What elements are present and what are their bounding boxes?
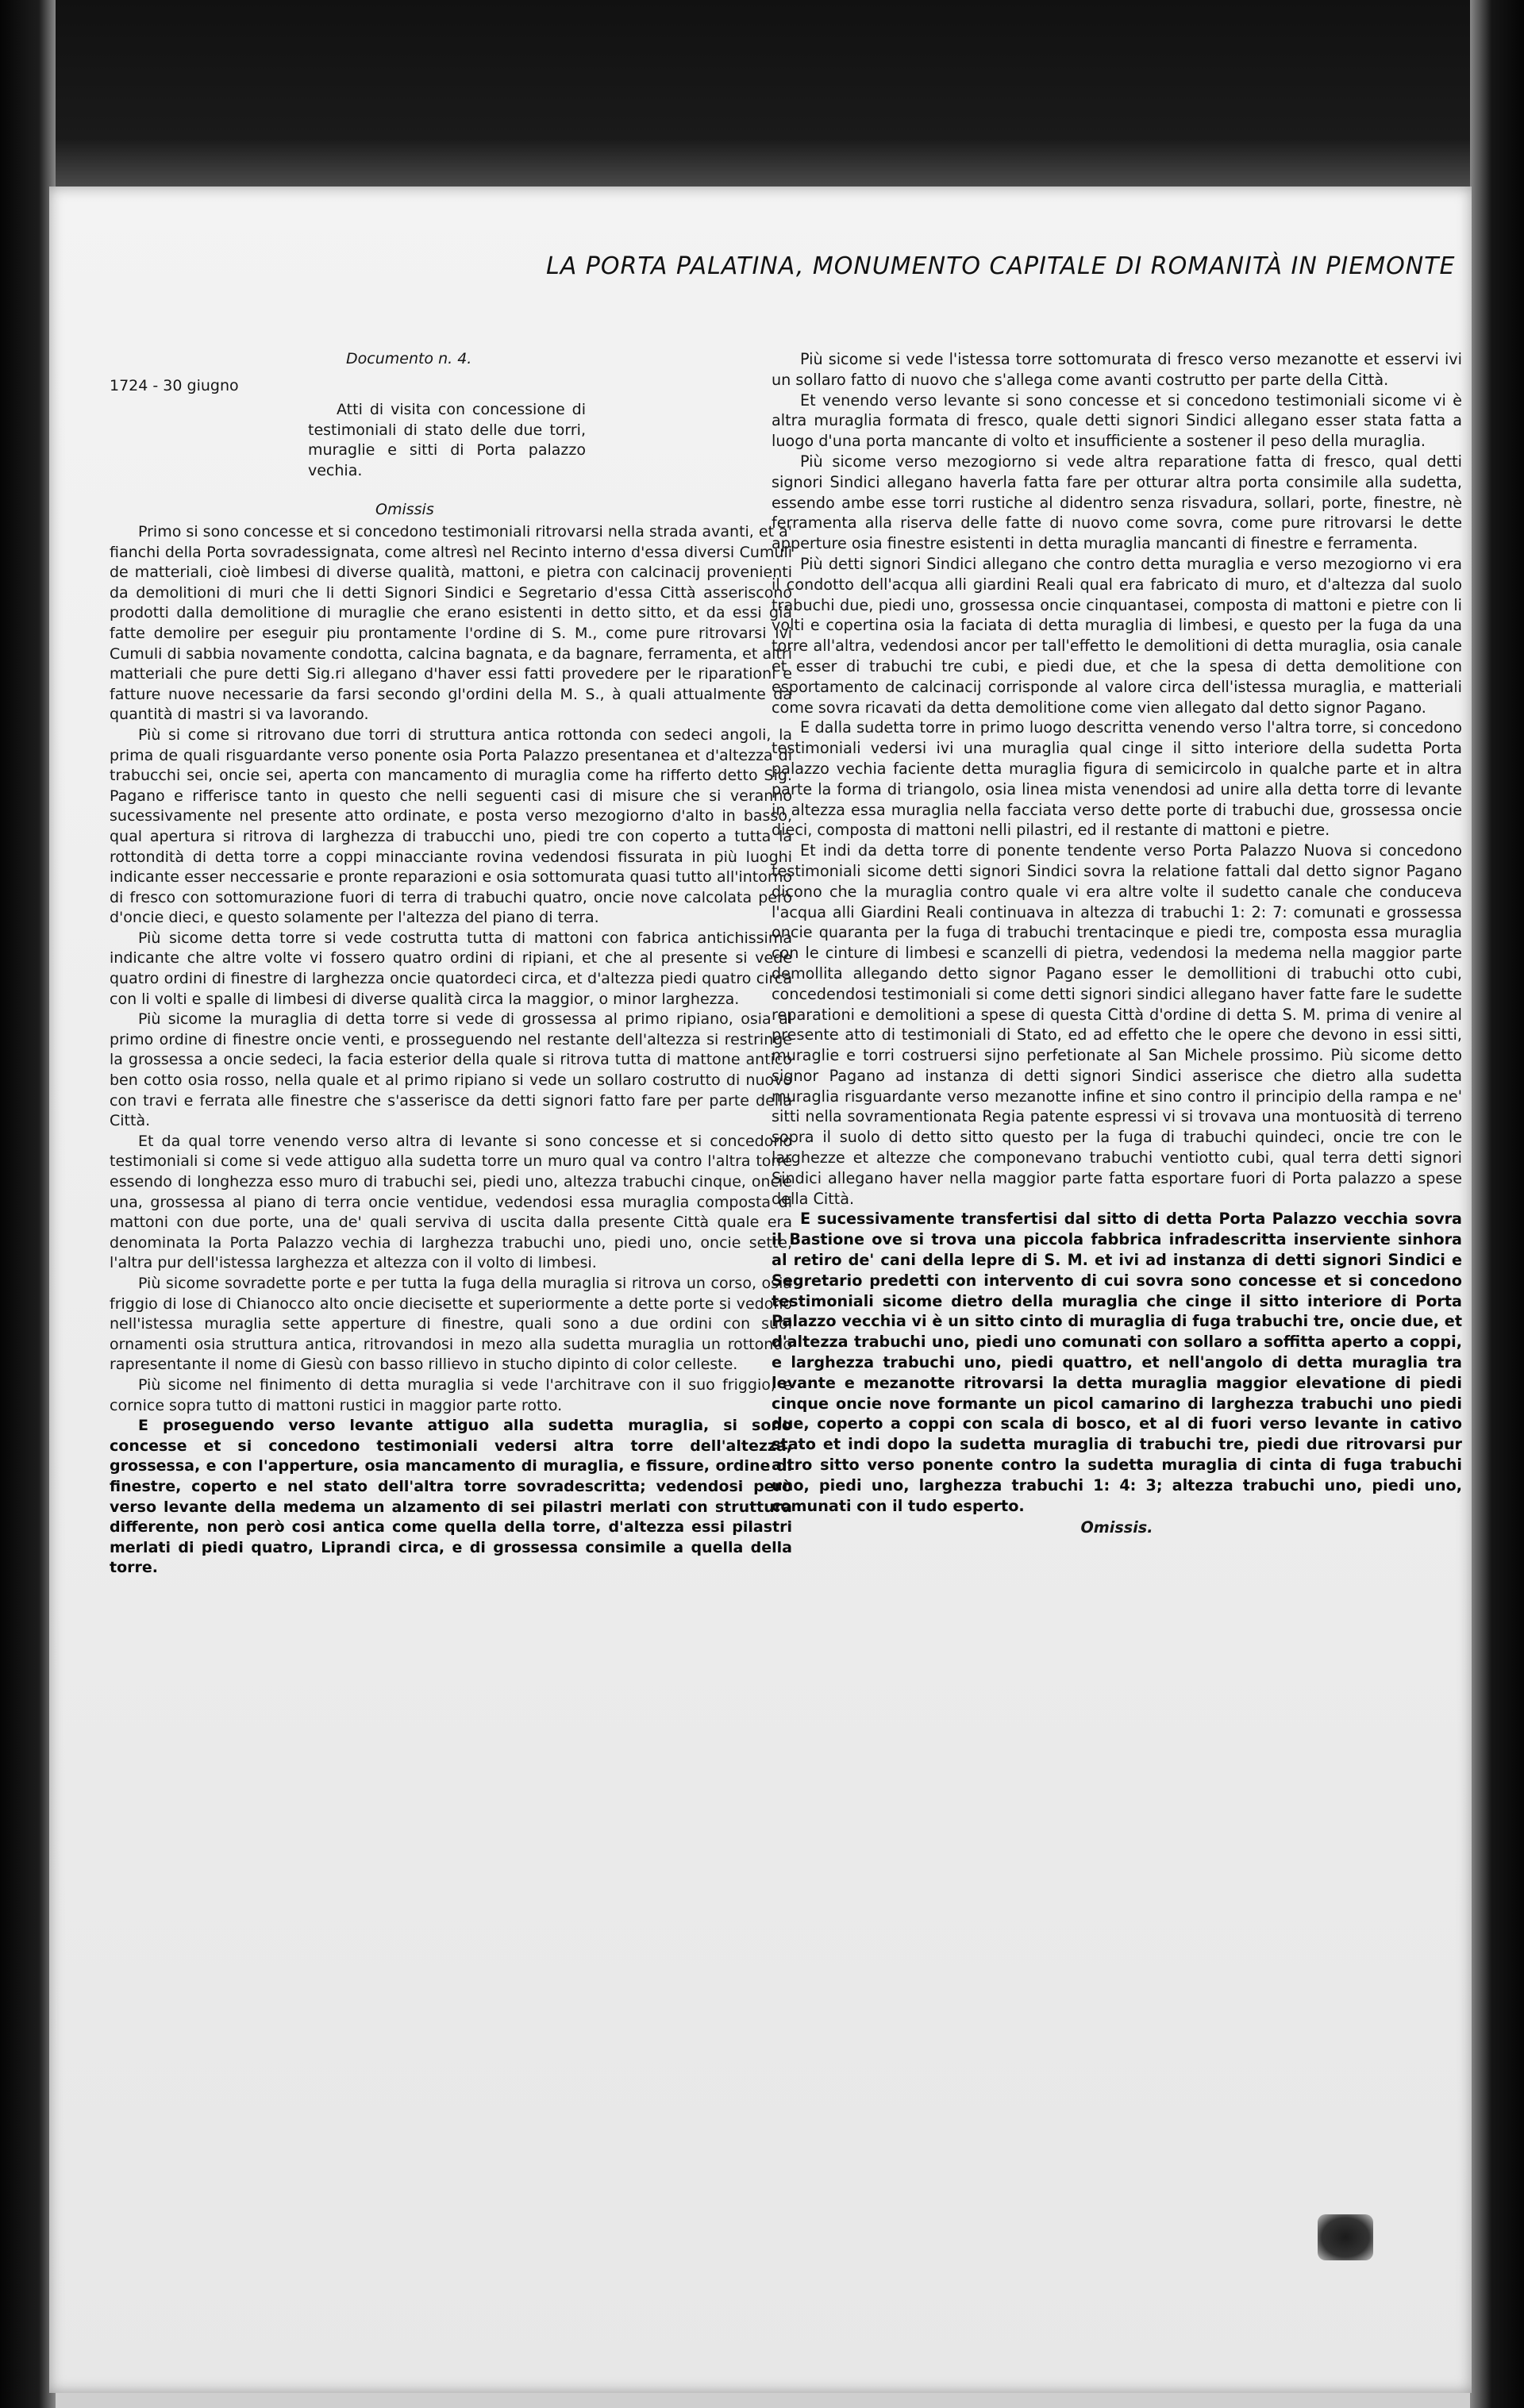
omissis-end-label: Omissis. — [1080, 1518, 1153, 1537]
paragraph: E sucessivamente transfertisi dal sitto di detta Porta Palazzo vecchia sovra il Bastione ove si trova una piccola fabbrica infradescritta inserviente sinhora al retiro de' cani della lepre di S. M. et ivi ad instanza di detti signori Sindici e Segretario predetti con intervento di cui sovra sono concesse et si concedono testimoniali sicome dietro della muraglia che cinge il sitto interiore di Porta Palazzo vecchia vi è un sitto cinto di muraglia di fuga trabuchi tre, oncie due, et d'altezza trabuchi uno, piedi uno comunati con sollaro a soffitta aperto a coppi, e larghezza trabuchi uno, piedi quattro, et nell'angolo di detta muraglia tra levante e mezanotte ritrovarsi la detta muraglia maggior elevatione di piedi cinque oncie nove formante un picol camarino di larghezza trabuchi uno piedi due, coperto a coppi con scala di bosco, et al di fuori verso levante in cativo stato et indi dopo la sudetta muraglia di trabuchi tre, piedi due ritrovarsi pur altro sitto verso ponente contro la sudetta muraglia di cinta di fuga trabuchi uno, piedi uno, larghezza trabuchi 1: 4: 3; altezza trabuchi uno, piedi uno, comunati con il tudo esperto. — [772, 1210, 1462, 1515]
scan-right-border — [1470, 0, 1524, 2408]
paragraph: Più si come si ritrovano due torri di struttura antica rottonda con sedeci angoli, la prima de quali risguardante verso ponente osia Porta Palazzo presentanea et d'altezza di trabucchi sei, oncie sei, aperta con mancamento di muraglia come ha rifferto detto Sig. Pagano e rifferisce tanto in questo che nelli seguenti casi di misure che si veranno sucessivamente nel presente atto ordinate, e posta verso mezogiorno d'alto in basso, qual apertura si ritrova di larghezza di trabucchi uno, piedi tre con coperto a tutta la rottondità di detta torre a coppi minacciante rovina vedendosi fissurata in più luoghi indicante esser neccessarie e pronte reparazioni e osia sottomurata quasi tutto all'intorno di fresco con sottomurazione fuori di terra di trabuchi quatro, oncie nove calcolata però d'oncie dieci, e questo solamente per l'altezza del piano di terra. — [110, 725, 792, 927]
paragraph: Più sicome verso mezogiorno si vede altra reparatione fatta di fresco, qual detti signori Sindici allegano haverla fatta fare per otturar altra porta consimile alla sudetta, essendo ambe esse torri rustiche al didentro senza risvadura, sollari, porte, finestre, nè ferramenta alla riserva delle fatte di nuovo come sovra, come pure ritrovarsi le dette apperture osia finestre esistenti in detta muraglia mancanti di finestre e ferramenta. — [772, 452, 1462, 553]
paragraph: E proseguendo verso levante attiguo alla sudetta muraglia, si sono concesse et si concedono testimoniali vedersi altra torre dell'altezza, grossessa, e con l'apperture, osia mancamento di muraglia, e fissure, ordine di finestre, coperto e nel stato dell'altra torre sovradescritta; vedendosi però verso levante della medema un alzamento di sei pilastri merlati con struttura differente, non però cosi antica come quella della torre, d'altezza essi pilastri merlati di piedi quatro, Liprandi circa, e di grossessa consimile a quella della torre. — [110, 1417, 792, 1577]
paragraph: Più sicome sovradette porte e per tutta la fuga della muraglia si ritrova un corso, osia friggio di lose di Chianocco alto oncie diecisette et superiormente a dette porte si vedono nell'istessa muraglia sette apperture di finestre, quali sono a due ordini con suoi ornamenti osia struttura antica, ritrovandosi in mezo alla sudetta muraglia un rottondo rapresentante il nome di Giesù con basso rillievo in stucho dipinto di color celleste. — [110, 1274, 792, 1374]
paragraph: E dalla sudetta torre in primo luogo descritta venendo verso l'altra torre, si concedono testimoniali vedersi ivi una muraglia qual cinge il sitto interiore della sudetta Porta palazzo vechia faciente detta muraglia figura di semicircolo in qualche parte et in altra parte la forma di triangolo, osia linea mista venendosi ad unire alla detta torre di levante in altezza essa muraglia nella facciata verso dette porte di trabuchi due, grossessa oncie dieci, composta di mattoni nelli pilastri, ed il restante di mattoni e pietre. — [772, 718, 1462, 840]
paragraph: Più sicome si vede l'istessa torre sottomurata di fresco verso mezanotte et esservi ivi un sollaro fatto di nuovo che s'allega come avanti costrutto per parte della Città. — [772, 350, 1462, 389]
paragraph: Primo si sono concesse et si concedono testimoniali ritrovarsi nella strada avanti, et a' fianchi della Porta sovradessignata, come altresì nel Recinto interno d'essa diversi Cumuli de matteriali, cioè limbesi di diverse qualità, mattoni, e pietra con calcinacij provenienti da demolitioni di muri che li detti Signori Sindici e Segretario d'essa Città asseriscono prodotti dalla demolitione di muraglie che erano esistenti in detto sitto, et da essi già fatte demolire per eseguir piu prontamente l'ordine di S. M., come pure ritrovarsi ivi Cumuli di sabbia novamente condotta, calcina bagnata, e da bagnare, ferramenta, et altri matteriali che pure detti Sig.ri allegano d'haver essi fatti provedere per le riparationi e fatture nuove necessarie da farsi secondo gl'ordini della M. S., à quali attualmente da quantità di mastri si va lavorando. — [110, 523, 792, 724]
left-column — [110, 349, 792, 1579]
scan-left-border — [0, 0, 56, 2408]
document-date: 1724 - 30 giugno — [110, 377, 239, 394]
omissis-label: Omissis — [375, 501, 434, 518]
paragraph: Più sicome detta torre si vede costrutta tutta di mattoni con fabrica antichissima indicante che altre volte vi fossero quatro ordini di ripiani, et che al presente si vede quatro ordini di finestre di larghezza oncie quatordeci circa, et d'altezza piedi quatro circa con li volti e spalle di limbesi di diverse qualità circa la maggior, o minor larghezza. — [110, 929, 792, 1008]
right-column — [772, 349, 1462, 1538]
paragraph: Più detti signori Sindici allegano che contro detta muraglia e verso mezogiorno vi era il condotto dell'acqua alli giardini Reali qual era fabricato di muro, et d'altezza dal suolo trabuchi due, piedi uno, grossessa oncie cinquantasei, composta di mattoni e pietre con li volti e copertina osia la faciata di detta muraglia di limbesi, e questo per la fuga da una torre all'altra, vedendosi ancor per tall'effetto le demolitioni di detta muraglia, osia canale et esser di trabuchi tre cubi, e piedi due, et che la spesa di detta demolitione con esportamento de calcinacij corrisponde al valore circa dell'istessa muraglia, e matteriali come sovra ricavati da detta demolitione come vien allegato dal detto signor Pagano. — [772, 554, 1462, 717]
document-summary: Atti di visita con concessione di testimoniali di stato delle due torri, muraglie e sitti di Porta palazzo vechia. — [308, 401, 586, 479]
document-heading — [110, 349, 792, 522]
paragraph: Et indi da detta torre di ponente tendente verso Porta Palazzo Nuova si concedono testimoniali sicome detti signori Sindici sovra la relatione fattali dal detto signor Pagano dicono che la muraglia contro quale vi era altre volte il sudetto canale che conduceva l'acqua alli Giardini Reali continuava in altezza di trabuchi 1: 2: 7: comunati e grossessa oncie quaranta per la fuga di trabuchi trentacinque e piedi tre, composta essa muraglia con le cinture di limbesi e scanzelli di pietra, vedendosi la medema nella maggior parte demollita allegando detto signor Pagano esser le demollitioni di trabuchi otto cubi, concedendosi testimoniali si come detti signori sindici allegano haver fatte fare le sudette reparationi e demolitioni a spese di questa Città d'ordine di detta S. M. prima di venire al presente atto di testimoniali di Stato, ed ad effetto che le opere che devono in essi sitti, muraglie e torri costruersi sijno perfetionate al San Michele prossimo. Più sicome detto signor Pagano ad instanza di detti signori Sindici asserisce che dietro alla sudetta muraglia risguardante verso mezanotte infine et sino contro il principio della rampa e ne' sitti nella sovramentionata Regia patente espressi vi si trovava una montuosità di terreno sopra il suolo di detto sitto questo per la fuga di trabuchi quindeci, oncie tre con le larghezze et altezze che componevano trabuchi ventiotto cubi, qual terra detti signori Sindici allegano haver nella maggior parte fatta esportare fuori di Porta palazzo a spese della Città. — [772, 841, 1462, 1208]
paragraph: Et da qual torre venendo verso altra di levante si sono concesse et si concedono testimoniali si come si vede attiguo alla sudetta torre un muro qual va contro l'altra torre essendo di longhezza esso muro di trabuchi sei, piedi uno, altezza trabuchi cinque, oncie una, grossessa al piano di terra oncie ventidue, vedendosi essa muraglia composta di mattoni con due porte, una de' quali serviva di uscita dalla presente Città quale era denominata la Porta Palazzo vechia di larghezza trabuchi uno, piedi uno, oncie sette, l'altra pur dell'istessa larghezza et altezza con il volto di limbesi. — [110, 1132, 792, 1272]
running-title: LA PORTA PALATINA, MONUMENTO CAPITALE DI ROMANITÀ IN PIEMONTE — [546, 252, 1456, 280]
document-number: Documento n. 4. — [346, 350, 472, 367]
page-number-blot — [1318, 2214, 1373, 2260]
paragraph: Et venendo verso levante si sono concesse et si concedono testimoniali sicome vi è altra muraglia formata di fresco, quale detti signori Sindici allegano esser stata fatta a luogo d'una porta mancante di volto et insufficiente a sostener il peso della muraglia. — [772, 390, 1462, 451]
scan-top-border — [0, 0, 1524, 198]
paragraph: Più sicome nel finimento di detta muraglia si vede l'architrave con il suo friggio, e cornice sopra tutto di mattoni rustici in maggior parte rotto. — [110, 1375, 792, 1414]
paragraph: Più sicome la muraglia di detta torre si vede di grossessa al primo ripiano, osia al primo ordine di finestre oncie venti, e prosseguendo nel restante dell'altezza si restringe la grossessa a oncie sedeci, la facia esterior della quale si ritrova tutta di mattone antico ben cotto osia rosso, nella quale et al primo ripiano si vede un sollaro costrutto di nuovo con travi e ferrata alle finestre che s'asserisce da detti signori fatto fare per parte della Città. — [110, 1010, 792, 1130]
